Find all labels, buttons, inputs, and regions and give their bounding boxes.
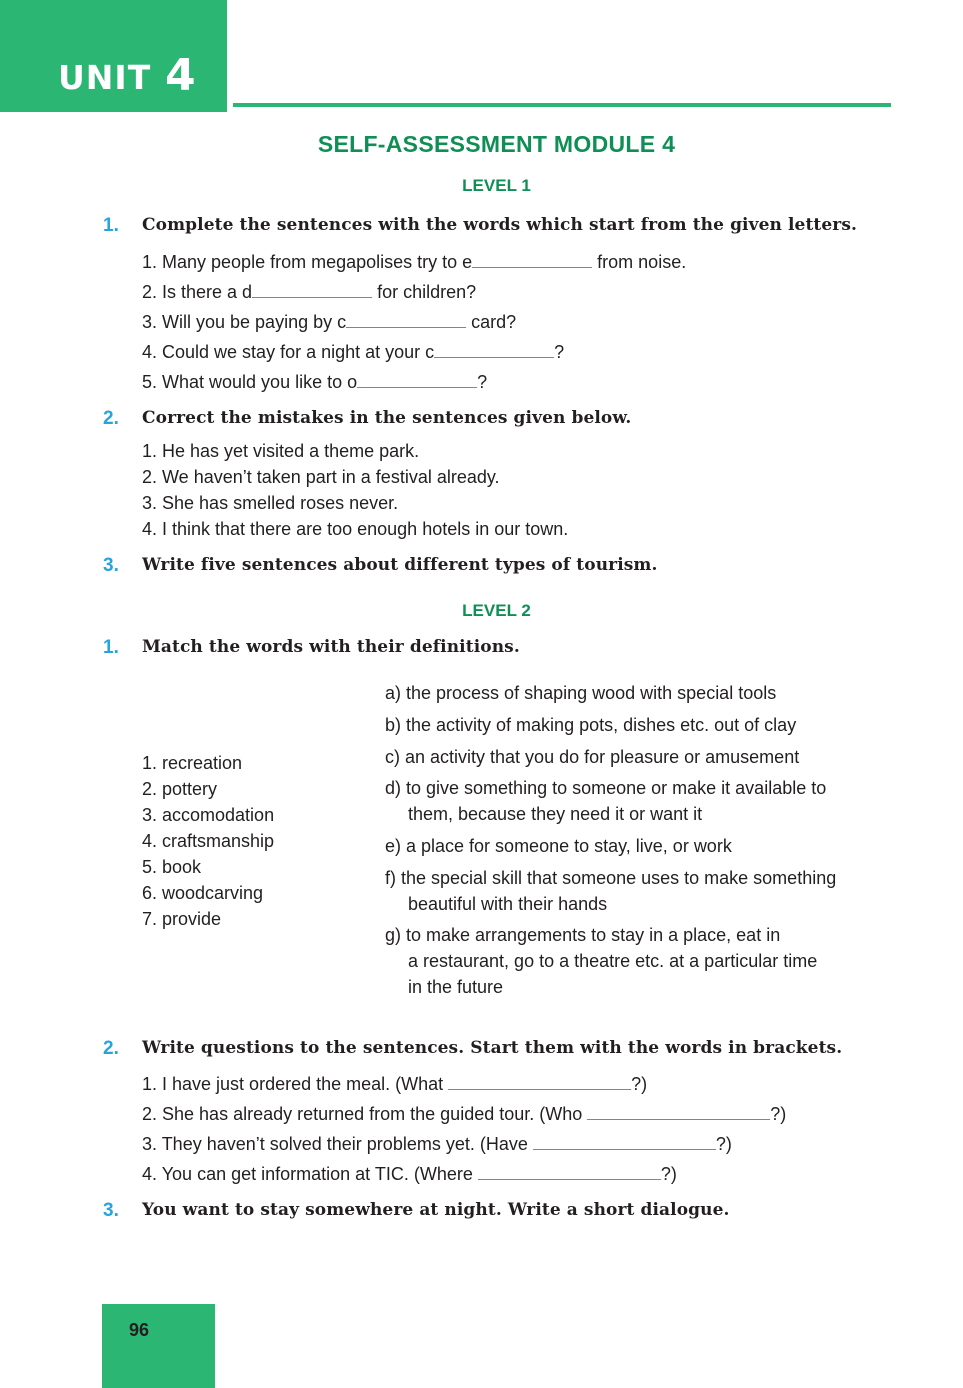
match-definition: a) the process of shaping wood with special tools <box>385 683 777 703</box>
l1-task3-number: 3. <box>103 555 119 576</box>
match-definition: e) a place for someone to stay, live, or work <box>385 836 732 856</box>
match-word: 4. craftsmanship <box>142 831 275 851</box>
match-word: 1. recreation <box>142 753 243 773</box>
answer-blank[interactable] <box>478 1165 661 1180</box>
l2-task2-instruction: Write questions to the sentences. Start them with the words in brackets. <box>142 1038 843 1058</box>
answer-blank[interactable] <box>346 313 466 328</box>
l1-task2-item: 1. He has yet visited a theme park. <box>142 441 420 461</box>
l2-task1-number: 1. <box>103 637 119 658</box>
l1-task1-item: 5. What would you like to o ? <box>142 372 488 392</box>
l1-task3-instruction: Write five sentences about different types of tourism. <box>142 555 658 575</box>
page-number-box <box>102 1304 215 1388</box>
unit-word: UNIT <box>58 58 152 97</box>
answer-blank[interactable] <box>448 1075 631 1090</box>
l2-task2-item: 3. They haven’t solved their problems yet. (Have ?) <box>142 1134 732 1154</box>
match-definition: g) to make arrangements to stay in a place, eat in a restaurant, go to a theatre etc. at a particular time in the future <box>385 925 818 997</box>
answer-blank[interactable] <box>357 373 477 388</box>
match-word: 7. provide <box>142 909 222 929</box>
page-number: 96 <box>129 1320 150 1340</box>
page-title: SELF-ASSESSMENT MODULE 4 <box>317 131 676 157</box>
l2-task2-number: 2. <box>103 1038 119 1059</box>
l1-task1-number: 1. <box>103 215 119 236</box>
l2-task2-item: 1. I have just ordered the meal. (What ?) <box>142 1074 648 1094</box>
l1-task1-instruction: Complete the sentences with the words which start from the given letters. <box>142 215 858 235</box>
l1-task1-item: 2. Is there a d for children? <box>142 282 477 302</box>
match-definition: d) to give something to someone or make it available to them, because they need it or want it <box>385 778 827 824</box>
unit-number: 4 <box>165 50 196 101</box>
level-1-heading: LEVEL 1 <box>462 176 531 195</box>
l2-task3-number: 3. <box>103 1200 119 1221</box>
match-word: 2. pottery <box>142 779 218 799</box>
l1-task2-item: 2. We haven’t taken part in a festival already. <box>142 467 500 487</box>
l1-task2-number: 2. <box>103 408 119 429</box>
answer-blank[interactable] <box>252 283 372 298</box>
l1-task1-item: 1. Many people from megapolises try to e from noise. <box>142 252 687 272</box>
l1-task1-item: 3. Will you be paying by c card? <box>142 312 517 332</box>
match-word: 3. accomodation <box>142 805 275 825</box>
header-rule <box>233 103 891 107</box>
answer-blank[interactable] <box>587 1105 770 1120</box>
l2-task3-instruction: You want to stay somewhere at night. Write a short dialogue. <box>142 1200 730 1220</box>
match-definition: f) the special skill that someone uses to make something beautiful with their hands <box>385 868 837 914</box>
match-definition: b) the activity of making pots, dishes etc. out of clay <box>385 715 797 735</box>
l2-task2-item: 2. She has already returned from the guided tour. (Who ?) <box>142 1104 787 1124</box>
l2-task1-instruction: Match the words with their definitions. <box>142 637 520 657</box>
answer-blank[interactable] <box>533 1135 716 1150</box>
level-2-heading: LEVEL 2 <box>462 601 531 620</box>
unit-banner <box>0 0 227 112</box>
answer-blank[interactable] <box>472 253 592 268</box>
match-word: 6. woodcarving <box>142 883 264 903</box>
answer-blank[interactable] <box>434 343 554 358</box>
l2-task2-item: 4. You can get information at TIC. (Where ?) <box>142 1164 677 1184</box>
l1-task2-item: 4. I think that there are too enough hotels in our town. <box>142 519 569 539</box>
match-word: 5. book <box>142 857 202 877</box>
l1-task1-item: 4. Could we stay for a night at your c ? <box>142 342 565 362</box>
match-definition: c) an activity that you do for pleasure or amusement <box>385 747 800 767</box>
l1-task2-instruction: Correct the mistakes in the sentences given below. <box>142 408 632 428</box>
l1-task2-item: 3. She has smelled roses never. <box>142 493 399 513</box>
